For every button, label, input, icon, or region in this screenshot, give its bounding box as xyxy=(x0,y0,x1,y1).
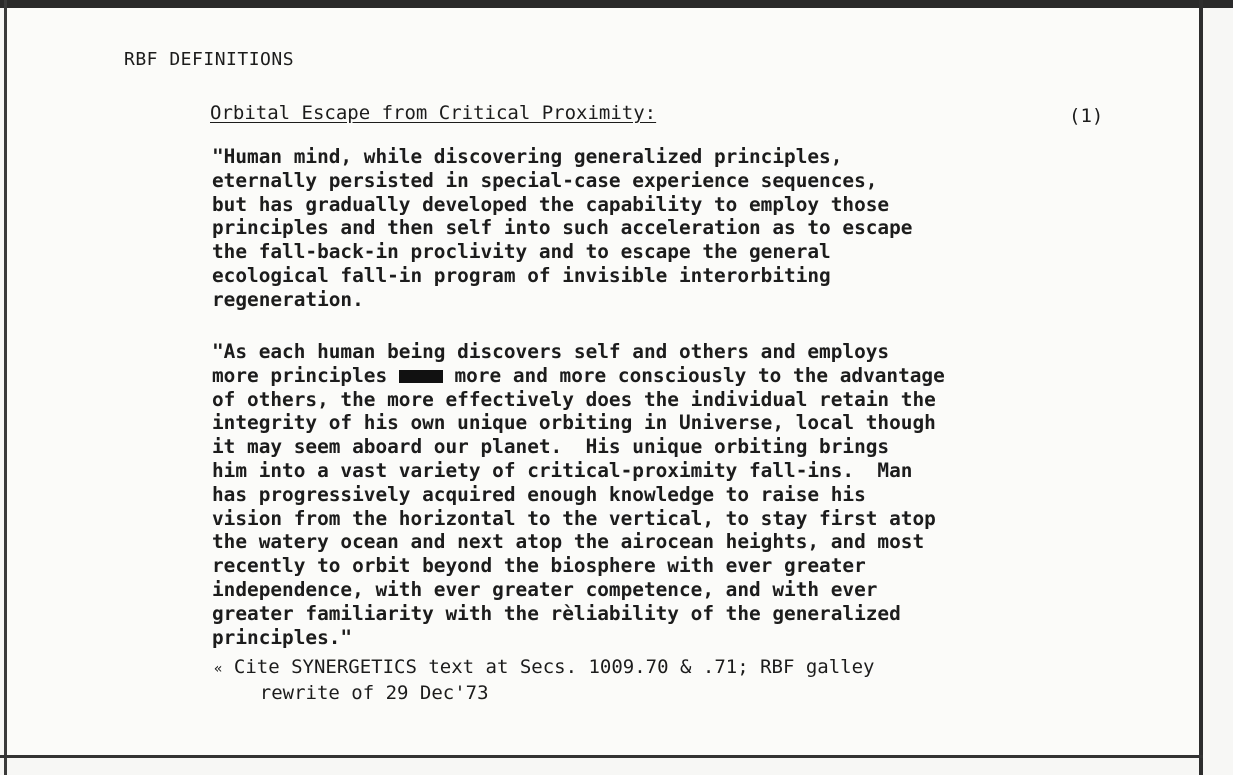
citation xyxy=(214,655,874,705)
citation-line: Cite SYNERGETICS text at Secs. 1009.70 & .71; RBF galley xyxy=(222,656,875,678)
paragraph-1-line: ecological fall-in program of invisible interorbiting xyxy=(212,263,831,287)
paragraph-2-line: integrity of his own unique orbiting in Universe, local though xyxy=(212,411,936,435)
paragraph-2-line: more principles xyxy=(212,363,399,387)
paragraph-2-line: greater familiarity with the rèliability of the generalized xyxy=(212,601,901,625)
paragraph-1-line: "Human mind, while discovering generalized principles, xyxy=(212,145,843,168)
page-number: (1) xyxy=(1069,105,1104,127)
paragraph-2-line: has progressively acquired enough knowledge to raise his xyxy=(212,482,866,506)
document-heading: RBF DEFINITIONS xyxy=(124,49,295,70)
paragraph-1-line: regeneration. xyxy=(212,287,364,311)
paragraph-1 xyxy=(212,145,912,312)
paragraph-2-line: more and more consciously to the advantage xyxy=(442,363,945,387)
paragraph-2 xyxy=(212,340,945,649)
citation-line: rewrite of 29 Dec'73 xyxy=(214,682,489,704)
bullet-icon: « xyxy=(214,661,223,677)
paragraph-2-line: the watery ocean and next atop the airocean heights, and most xyxy=(212,530,925,554)
left-border xyxy=(4,0,7,775)
paragraph-1-line: eternally persisted in special-case experience sequences, xyxy=(212,168,878,192)
paragraph-2-line: of others, the more effectively does the individual retain the xyxy=(212,387,936,411)
bottom-border xyxy=(0,755,1203,758)
paragraph-2-line: "As each human being discovers self and others and employs xyxy=(212,340,890,363)
top-border xyxy=(0,0,1233,8)
paragraph-2-line: it may seem aboard our planet. His unique orbiting brings xyxy=(212,435,890,459)
paragraph-2-line: principles." xyxy=(212,625,353,649)
definition-title: Orbital Escape from Critical Proximity: xyxy=(210,102,657,124)
paragraph-1-line: the fall-back-in proclivity and to escape the general xyxy=(212,240,831,264)
paragraph-2-line: him into a vast variety of critical-proximity fall-ins. Man xyxy=(212,458,913,482)
right-border xyxy=(1199,0,1203,775)
paragraph-2-line: independence, with ever greater competence, and with ever xyxy=(212,577,878,601)
paragraph-2-line: vision from the horizontal to the vertical, to stay first atop xyxy=(212,506,936,530)
paragraph-2-line: recently to orbit beyond the biosphere with ever greater xyxy=(212,554,866,578)
redaction-mark xyxy=(399,370,443,383)
paragraph-1-line: principles and then self into such acceleration as to escape xyxy=(212,216,913,240)
paragraph-1-line: but has gradually developed the capability to employ those xyxy=(212,192,890,216)
